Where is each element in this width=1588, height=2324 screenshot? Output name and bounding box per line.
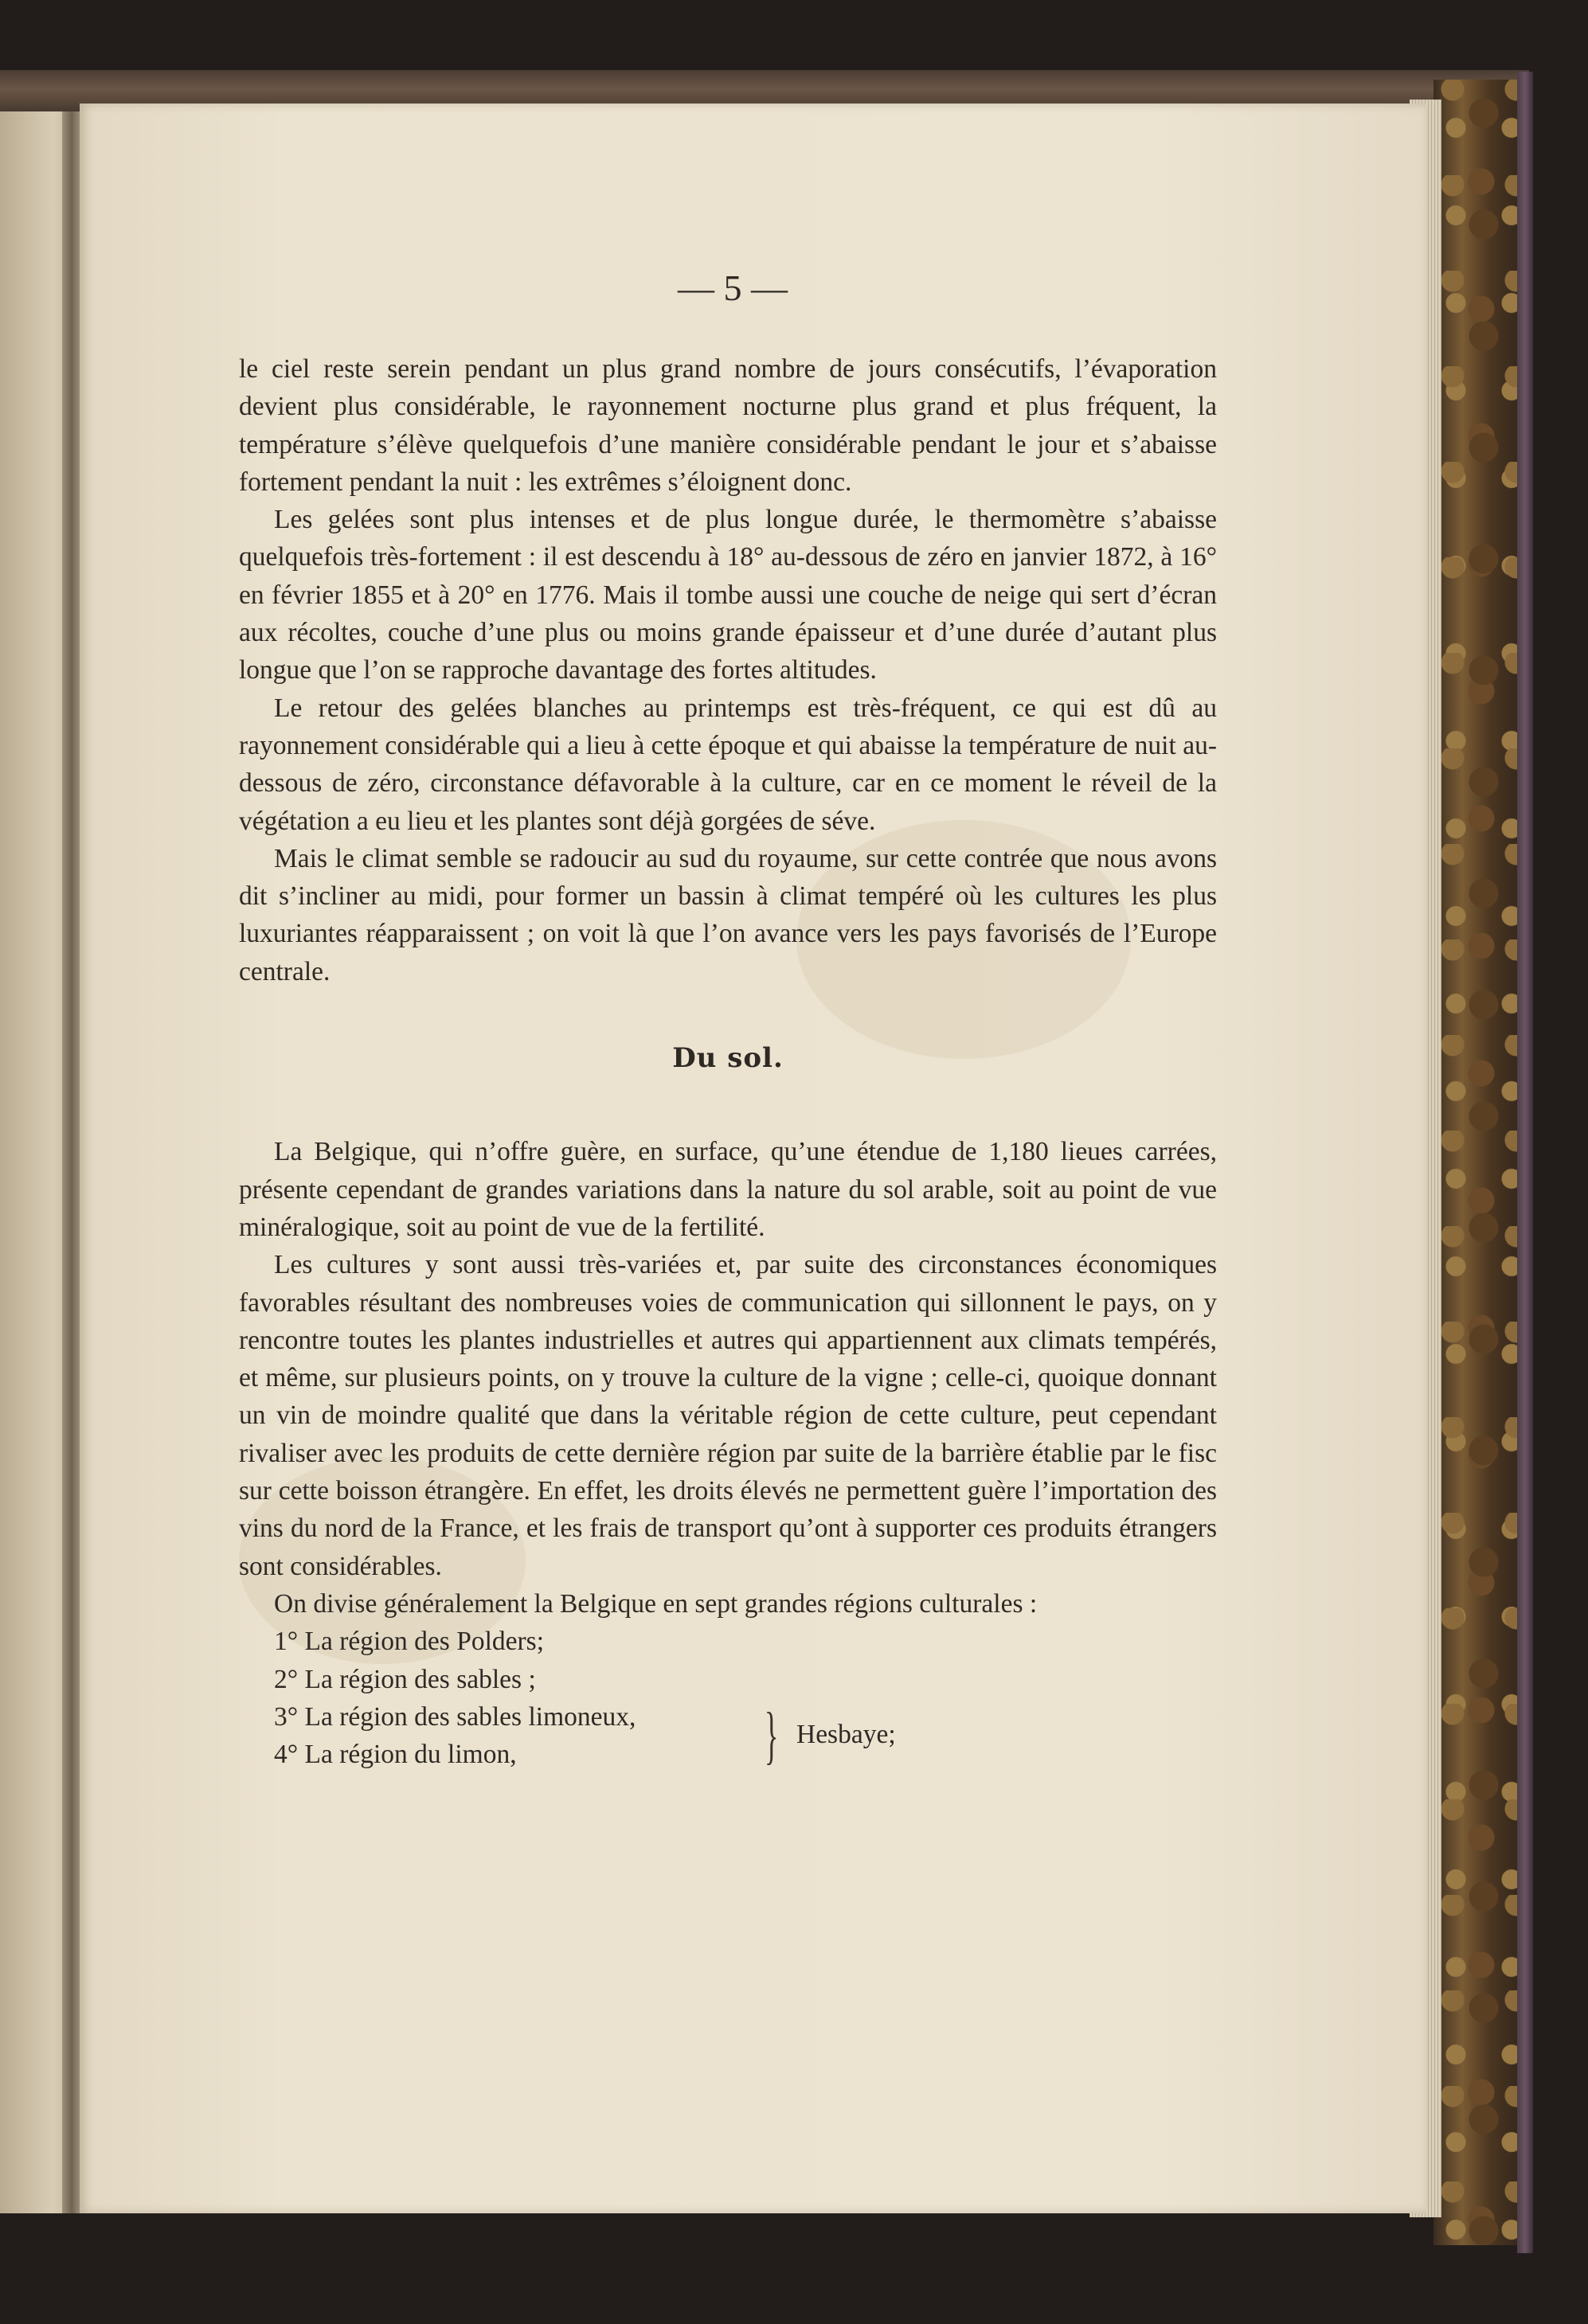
region-group-hesbaye [239, 1698, 1217, 1774]
cover-board-edge [1517, 72, 1533, 2253]
page-number: — 5 — [678, 268, 788, 308]
region-list-item: 2° La région des sables ; [274, 1664, 536, 1694]
paragraph: On divise généralement la Belgique en sept grandes régions culturales : [274, 1588, 1038, 1619]
curly-brace-icon: } [765, 1700, 779, 1771]
brace-label: Hesbaye; [796, 1719, 896, 1749]
book-gutter [62, 111, 81, 2213]
paragraph: Le retour des gelées blanches au printemps est très-fréquent, ce qui est dû au rayonnement considérable qui a lieu à cette époque et qui abaisse la température de nuit au-dessous de zéro, circonstance défavorable à la culture, car en ce moment le réveil de la végétation a eu lieu et les plantes sont déjà gorgées de séve. [239, 693, 1217, 836]
region-list-item: 3° La région des sables limoneux, [274, 1701, 636, 1732]
paragraph: le ciel reste serein pendant un plus grand nombre de jours consécutifs, l’évaporation devient plus considérable, le rayonnement nocturne plus grand et plus fréquent, la température s’élève quelquefois d’une manière considérable pendant le jour et s’abaisse fortement pendant la nuit : les extrêmes s’éloignent donc. [239, 354, 1217, 497]
region-list-item: 4° La région du limon, [274, 1740, 517, 1770]
marbled-cover-board [1434, 80, 1529, 2245]
page-body-text [239, 350, 1217, 1773]
paragraph: Mais le climat semble se radoucir au sud du royaume, sur cette contrée que nous avons dit s’incliner au midi, pour former un bassin à climat tempéré où les cultures les plus luxuriantes réapparaissent ; on voit là que l’on avance vers les pays favorisés de l’Europe centrale. [239, 843, 1217, 986]
paragraph: Les gelées sont plus intenses et de plus longue durée, le thermomètre s’abaisse quelquefois très-fortement : il est descendu à 18° au-dessous de zéro en janvier 1872, à 16° en février 1855 et à 20° en 1776. Mais il tombe aussi une couche de neige qui sert d’écran aux récoltes, couche d’une plus ou moins grande épaisseur et d’une durée d’autant plus longue que l’on se rapproche davantage des fortes altitudes. [239, 505, 1217, 685]
section-heading: Du sol. [672, 1042, 784, 1075]
paragraph: Les cultures y sont aussi très-variées et, par suite des circonstances économiques favorables résultant des nombreuses voies de communication qui sillonnent le pays, on y rencontre toutes les plantes industrielles et autres qui appartiennent aux climats tempérés, et même, sur plusieurs points, on y trouve la culture de la vigne ; celle-ci, quoique donnant un vin de moindre qualité que dans la véritable région de cette culture, peut cependant rivaliser avec les produits de cette dernière région par suite de la barrière établie par le fisc sur cette boisson étrangère. En effet, les droits élevés ne permettent guère l’importation des vins du nord de la France, et les frais de transport qu’ont à supporter ces produits étrangers sont considérables. [239, 1250, 1217, 1581]
region-list-item: 1° La région des Polders; [274, 1627, 545, 1657]
paragraph: La Belgique, qui n’offre guère, en surface, qu’une étendue de 1,180 lieues carrées, présente cependant de grandes variations dans la nature du sol arable, soit au point de vue minéralogique, soit au point de vue de la fertilité. [239, 1137, 1217, 1242]
